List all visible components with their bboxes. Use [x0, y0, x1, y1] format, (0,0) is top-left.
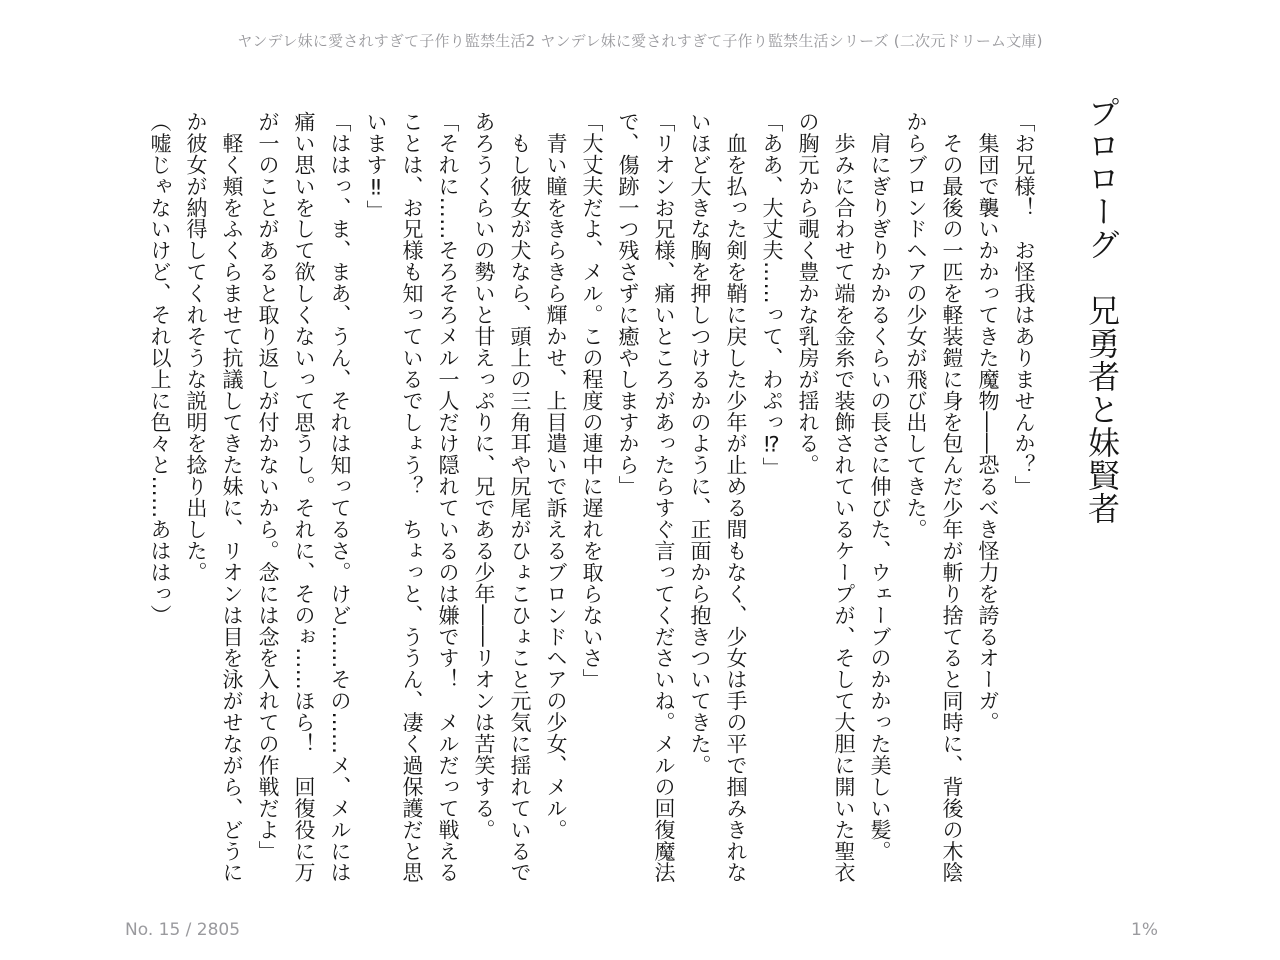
text-line: か彼女が納得してくれそうな説明を捻り出した。 [184, 111, 208, 583]
text-line: 軽く頬をふくらませて抗議してきた妹に、リオンは目を泳がせながら、どうに [220, 111, 244, 884]
text-line: 「大丈夫だよ、メル。この程度の連中に遅れを取らないさ」 [580, 111, 604, 691]
text-line: 集団で襲いかかってきた魔物――恐るべき怪力を誇るオーガ。 [976, 111, 1000, 734]
text-line: 「ああ、大丈夫……って、わぷっ⁉」 [760, 111, 784, 479]
text-line: からブロンドヘアの少女が飛び出してきた。 [904, 111, 928, 540]
text-line: いほど大きな胸を押しつけるかのように、正面から抱きついてきた。 [688, 111, 712, 776]
text-line: 「それに……そろそろメル一人だけ隠れているのは嫌です！ メルだって戦える [436, 111, 460, 884]
text-line: 痛い思いをして欲しくないって思うし。それに、そのぉ……ほら！ 回復役に万 [292, 111, 316, 884]
text-line: で、傷跡一つ残さずに癒やしますから」 [616, 111, 640, 498]
text-line: もし彼女が犬なら、頭上の三角耳や尻尾がひょこひょこと元気に揺れているで [508, 111, 532, 884]
text-line: 歩みに合わせて端を金糸で装飾されているケープが、そして大胆に開いた聖衣 [832, 111, 856, 884]
progress-percentage: 1% [1131, 920, 1158, 940]
chapter-title: プロローグ 兄勇者と妹賢者 [1083, 96, 1121, 525]
book-title-header: ヤンデレ妹に愛されすぎて子作り監禁生活2 ヤンデレ妹に愛されすぎて子作り監禁生活シリーズ (二次元ドリーム文庫) [237, 32, 1043, 50]
location-indicator: No. 15 / 2805 [125, 920, 241, 940]
text-line: が一のことがあると取り返しが付かないから。念には念を入れての作戦だよ」 [256, 111, 280, 862]
text-line: その最後の一匹を軽装鎧に身を包んだ少年が斬り捨てると同時に、背後の木陰 [940, 111, 964, 884]
text-line: 「ははっ、ま、まあ、うん、それは知ってるさ。けど……その……メ、メルには [328, 111, 352, 884]
text-line: 「リオンお兄様、痛いところがあったらすぐ言ってくださいね。メルの回復魔法 [652, 111, 676, 884]
text-line: 血を払った剣を鞘に戻した少年が止める間もなく、少女は手の平で掴みきれな [724, 111, 748, 884]
text-line: います‼」 [364, 111, 388, 222]
text-line: 「お兄様！ お怪我はありませんか？」 [1012, 111, 1036, 498]
body-text-block [142, 111, 1042, 885]
text-line: あろうくらいの勢いと甘えっぷりに、兄である少年――リオンは苦笑する。 [472, 111, 496, 841]
reading-area[interactable] [142, 96, 1122, 896]
text-line: の胸元から覗く豊かな乳房が揺れる。 [796, 111, 820, 476]
text-line: 肩にぎりぎりかかるくらいの長さに伸びた、ウェーブのかかった美しい髪。 [868, 111, 892, 862]
text-line: （嘘じゃないけど、それ以上に色々と……あははっ） [148, 111, 172, 626]
text-line: ことは、お兄様も知っているでしょう？ ちょっと、ううん、凄く過保護だと思 [400, 111, 424, 884]
text-line: 青い瞳をきらきら輝かせ、上目遣いで訴えるブロンドヘアの少女、メル。 [544, 111, 568, 841]
